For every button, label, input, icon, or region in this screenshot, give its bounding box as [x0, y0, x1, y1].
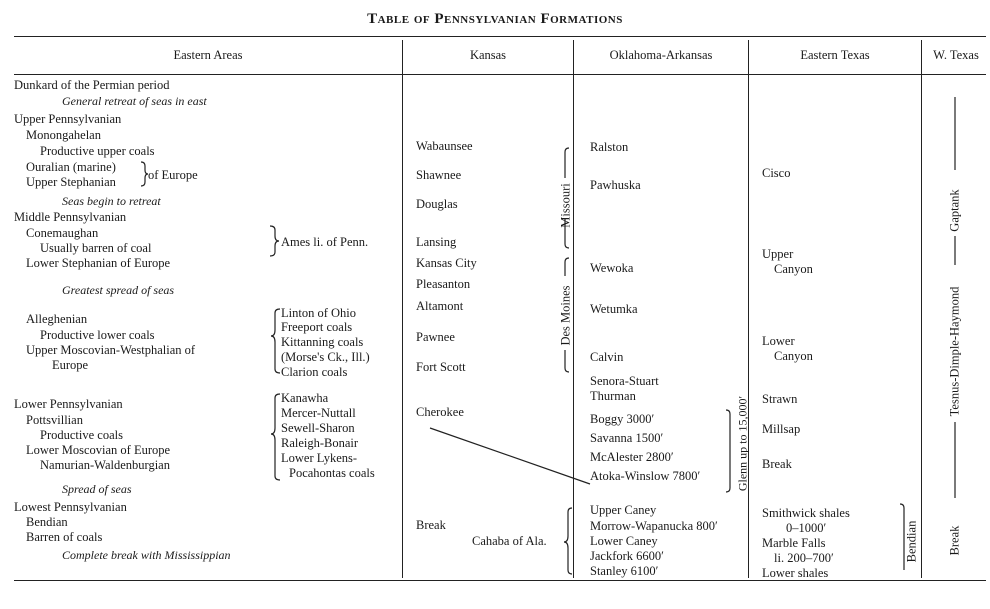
wtexas-break-label: Break [947, 525, 962, 556]
okla-wewoka: Wewoka [590, 261, 634, 275]
eastern-productive-lower-coals: Productive lower coals [40, 328, 155, 342]
table-title: Table of Pennsylvanian Formations [367, 11, 623, 27]
eastern-alleghenian: Alleghenian [26, 312, 88, 326]
kansas-fort-scott: Fort Scott [416, 360, 466, 374]
eastern-europe: Europe [52, 358, 89, 372]
eastern-lowest-pennsylvanian: Lowest Pennsylvanian [14, 500, 127, 514]
eastern-pottsvillian: Pottsvillian [26, 413, 83, 427]
eastern-bendian: Bendian [26, 515, 68, 529]
brace-alleghenian [271, 309, 280, 373]
bottom-rule [14, 580, 986, 581]
kansas-shawnee: Shawnee [416, 168, 462, 182]
eastern-ames: Ames li. of Penn. [281, 235, 369, 249]
eastern-upper-moscovian: Upper Moscovian-Westphalian of [26, 343, 196, 357]
kansas-cherokee: Cherokee [416, 405, 464, 419]
okla-atoka-winslow: Atoka-Winslow 7800′ [590, 469, 701, 483]
okla-wetumka: Wetumka [590, 302, 638, 316]
brace-of-europe [141, 162, 148, 186]
okla-thurman: Thurman [590, 389, 636, 403]
brace-ames [270, 226, 279, 256]
eastern-complete-break: Complete break with Mississippian [62, 548, 231, 562]
header-eastern-texas: Eastern Texas [800, 48, 870, 62]
top-rule [14, 36, 986, 37]
okla-glenn-label: Glenn up to 15,000′ [735, 395, 750, 492]
eastern-morses: (Morse's Ck., Ill.) [281, 350, 370, 364]
wtexas-tesnus-label: Tesnus-Dimple-Haymond [947, 286, 962, 417]
eastern-conemaughan: Conemaughan [26, 226, 99, 240]
etexas-strawn: Strawn [762, 392, 798, 406]
eastern-spread-of-seas: Spread of seas [62, 482, 132, 496]
kansas-douglas: Douglas [416, 197, 458, 211]
okla-morrow-wapanucka: Morrow-Wapanucka 800′ [590, 519, 718, 533]
etexas-millsap: Millsap [762, 422, 801, 436]
okla-jackfork: Jackfork 6600′ [590, 549, 664, 563]
eastern-lower-moscovian: Lower Moscovian of Europe [26, 443, 171, 457]
okla-senora-stuart: Senora-Stuart [590, 374, 659, 388]
eastern-dunkard: Dunkard of the Permian period [14, 78, 170, 92]
range-bendian [900, 504, 904, 570]
eastern-middle-pennsylvanian: Middle Pennsylvanian [14, 210, 127, 224]
wtexas-gaptank-label: Gaptank [947, 189, 962, 232]
etexas-upper: Upper [762, 247, 794, 261]
eastern-namurian: Namurian-Waldenburgian [40, 458, 170, 472]
eastern-productive-coals: Productive coals [40, 428, 123, 442]
etexas-lower-shales: Lower shales [762, 566, 829, 580]
etexas-marble-thickness: li. 200–700′ [774, 551, 834, 565]
kansas-break: Break [416, 518, 446, 532]
okla-boggy: Boggy 3000′ [590, 412, 655, 426]
eastern-clarion: Clarion coals [281, 365, 348, 379]
eastern-general-retreat: General retreat of seas in east [62, 94, 207, 108]
kansas-altamont: Altamont [416, 299, 464, 313]
eastern-lower-lykens: Lower Lykens- [281, 451, 358, 465]
etexas-cisco: Cisco [762, 166, 791, 180]
okla-mcalester: McAlester 2800′ [590, 450, 674, 464]
eastern-monongahelan: Monongahelan [26, 128, 101, 142]
range-glenn [726, 410, 730, 492]
eastern-sewell-sharon: Sewell-Sharon [281, 421, 355, 435]
eastern-upper-stephanian: Upper Stephanian [26, 175, 116, 189]
cherokee-diagonal [430, 428, 590, 484]
etexas-lower: Lower [762, 334, 795, 348]
eastern-pocahontas: Pocahontas coals [289, 466, 375, 480]
okla-pawhuska: Pawhuska [590, 178, 641, 192]
eastern-linton: Linton of Ohio [281, 306, 356, 320]
kansas-kansas-city: Kansas City [416, 256, 477, 270]
etexas-smithwick: Smithwick shales [762, 506, 850, 520]
eastern-kanawha: Kanawha [281, 391, 329, 405]
eastern-freeport: Freeport coals [281, 320, 353, 334]
okla-calvin: Calvin [590, 350, 624, 364]
brace-cahaba [564, 508, 572, 574]
etexas-canyon-lower: Canyon [774, 349, 813, 363]
eastern-seas-begin-to-retreat: Seas begin to retreat [62, 194, 161, 208]
okla-stanley: Stanley 6100′ [590, 564, 659, 578]
column-divider-wtexas [921, 40, 922, 578]
brace-pottsvillian [271, 394, 280, 480]
kansas-pawnee: Pawnee [416, 330, 455, 344]
kansas-wabaunsee: Wabaunsee [416, 139, 473, 153]
etexas-canyon-upper: Canyon [774, 262, 813, 276]
eastern-barren-of-coals: Barren of coals [26, 530, 103, 544]
etexas-bendian-label: Bendian [904, 520, 919, 563]
okla-upper-caney: Upper Caney [590, 503, 657, 517]
eastern-upper-pennsylvanian: Upper Pennsylvanian [14, 112, 122, 126]
eastern-productive-upper-coals: Productive upper coals [40, 144, 155, 158]
eastern-lower-stephanian: Lower Stephanian of Europe [26, 256, 171, 270]
eastern-raleigh-bonair: Raleigh-Bonair [281, 436, 359, 450]
kansas-cahaba: Cahaba of Ala. [472, 534, 547, 548]
header-west-texas: W. Texas [933, 48, 979, 62]
okla-lower-caney: Lower Caney [590, 534, 658, 548]
eastern-ouralian: Ouralian (marine) [26, 160, 116, 174]
eastern-usually-barren: Usually barren of coal [40, 241, 152, 255]
okla-des-moines-label: Des Moines [558, 285, 573, 346]
etexas-marble-falls: Marble Falls [762, 536, 826, 550]
eastern-lower-pennsylvanian: Lower Pennsylvanian [14, 397, 123, 411]
etexas-break: Break [762, 457, 792, 471]
header-oklahoma-arkansas: Oklahoma-Arkansas [609, 48, 713, 62]
column-divider-kansas [402, 40, 403, 578]
okla-ralston: Ralston [590, 140, 629, 154]
kansas-pleasanton: Pleasanton [416, 277, 471, 291]
eastern-of-europe: of Europe [148, 168, 198, 182]
eastern-greatest-spread: Greatest spread of seas [62, 283, 175, 297]
eastern-mercer-nuttall: Mercer-Nuttall [281, 406, 356, 420]
eastern-kittanning: Kittanning coals [281, 335, 364, 349]
header-kansas: Kansas [469, 48, 507, 62]
header-eastern-areas: Eastern Areas [173, 48, 243, 62]
header-rule [14, 74, 986, 75]
okla-savanna: Savanna 1500′ [590, 431, 664, 445]
okla-missouri-label: Missouri [558, 183, 573, 228]
kansas-lansing: Lansing [416, 235, 457, 249]
etexas-smithwick-thickness: 0–1000′ [786, 521, 827, 535]
